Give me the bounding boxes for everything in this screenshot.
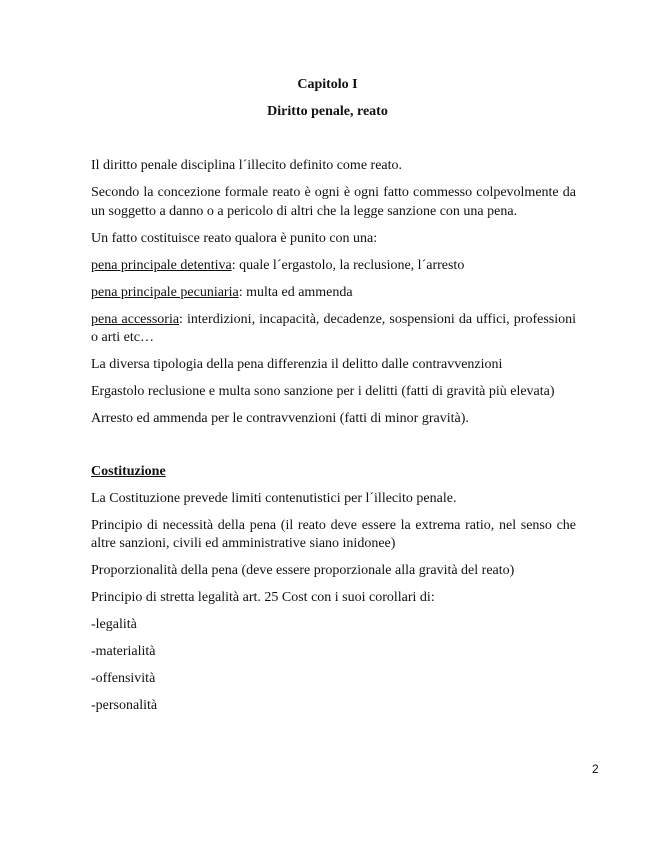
- list-item: -materialità: [91, 644, 156, 659]
- paragraph: Principio di necessità della pena (il reato deve essere la extrema ratio, nel senso che altre sanzioni, civili ed amministrative siano inidonee): [91, 517, 576, 551]
- penalty-label: pena accessoria: [91, 311, 180, 327]
- penalty-label: pena principale detentiva: [91, 257, 232, 273]
- paragraph: La Costituzione prevede limiti contenutistici per l´illecito penale.: [91, 490, 457, 506]
- penalty-description: : quale l´ergastolo, la reclusione, l´arresto: [231, 257, 465, 273]
- paragraph: La diversa tipologia della pena differenzia il delitto dalle contravvenzioni: [91, 357, 503, 372]
- chapter-title: Capitolo I: [297, 77, 358, 92]
- paragraph: Ergastolo reclusione e multa sono sanzione per i delitti (fatti di gravità più elevata): [91, 384, 555, 399]
- penalty-pecuniary: [91, 284, 576, 303]
- penalty-label: pena principale pecuniaria: [91, 284, 239, 300]
- page-number: 2: [592, 762, 599, 776]
- paragraph: Proporzionalità della pena (deve essere proporzionale alla gravità del reato): [91, 563, 515, 578]
- list-item: -offensività: [91, 671, 156, 686]
- penalty-description: : multa ed ammenda: [238, 284, 353, 300]
- paragraph: Arresto ed ammenda per le contravvenzioni (fatti di minor gravità).: [91, 411, 469, 426]
- penalty-detentive: [91, 257, 576, 276]
- paragraph: Un fatto costituisce reato qualora è punito con una:: [91, 230, 378, 246]
- paragraph: Secondo la concezione formale reato è ogni è ogni fatto commesso colpevolmente da un soggetto a danno o a pericolo di altri che la legge sanzione con una pena.: [91, 185, 576, 219]
- document-body: [91, 157, 576, 724]
- list-item: -personalità: [91, 698, 158, 713]
- penalty-description: : interdizioni, incapacità, decadenze, sospensioni da uffici, professioni o arti etc…: [91, 311, 576, 345]
- penalty-accessory: [91, 311, 576, 348]
- list-item: -legalità: [91, 617, 137, 632]
- section-heading: Costituzione: [91, 463, 166, 479]
- chapter-subtitle: Diritto penale, reato: [267, 104, 388, 119]
- paragraph: Principio di stretta legalità art. 25 Cost con i suoi corollari di:: [91, 590, 435, 605]
- paragraph: Il diritto penale disciplina l´illecito definito come reato.: [91, 158, 403, 173]
